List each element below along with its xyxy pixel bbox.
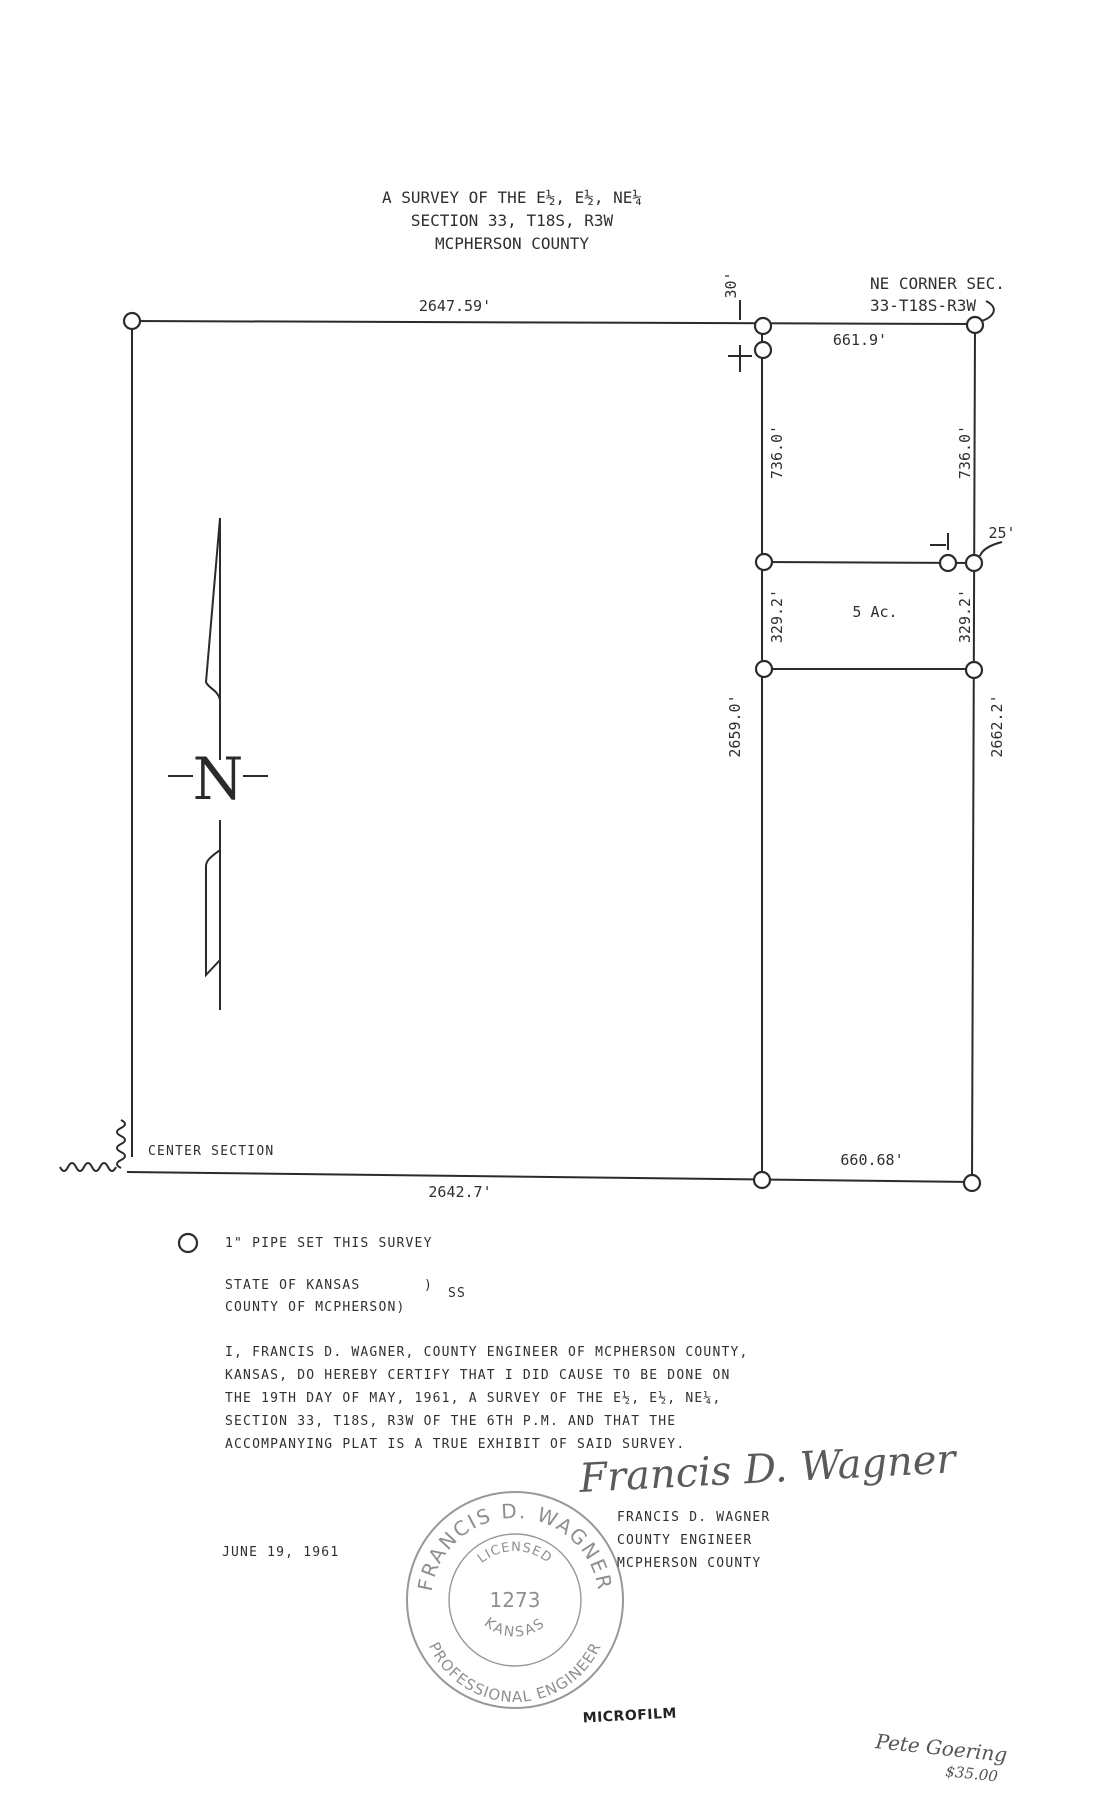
signer-county: MCPHERSON COUNTY	[617, 1556, 762, 1571]
pipe-marker-n-tract	[755, 318, 771, 334]
dim-east-mid: 329.2'	[956, 588, 974, 644]
venue-ss: SS	[448, 1286, 467, 1301]
date: JUNE 19, 1961	[222, 1545, 340, 1560]
pipe-marker-ne-corner	[967, 317, 983, 333]
seal-state-text	[481, 1615, 549, 1641]
pipe-marker-five-acre-nw	[756, 554, 772, 570]
cert-line-1: I, FRANCIS D. WAGNER, COUNTY ENGINEER OF MCPHERSON COUNTY,	[225, 1345, 749, 1360]
north-arrow-lower-barb	[206, 850, 220, 975]
dim-east-upper: 736.0'	[956, 424, 974, 480]
signature: Francis D. Wagner	[578, 1436, 957, 1502]
legend-pipe-symbol	[179, 1234, 197, 1252]
cert-line-5: ACCOMPANYING PLAT IS A TRUE EXHIBIT OF SAID SURVEY.	[225, 1437, 686, 1452]
dim-offset-25: 25'	[988, 524, 1016, 542]
engineer-seal	[407, 1492, 623, 1708]
area-label: 5 Ac.	[852, 603, 898, 621]
seal-number: 1273	[489, 1588, 541, 1612]
cert-line-2: KANSAS, DO HEREBY CERTIFY THAT I DID CAUSE TO BE DONE ON	[225, 1368, 731, 1383]
offset-25-leader	[980, 542, 1002, 556]
north-line	[132, 321, 975, 324]
pipe-marker-se-tract	[754, 1172, 770, 1188]
dim-west-tract-mid: 329.2'	[768, 588, 786, 644]
seal-bottom-text	[425, 1639, 605, 1706]
title-line-1: A SURVEY OF THE E½, E½, NE¼	[381, 188, 643, 207]
pipe-marker-nw	[124, 313, 140, 329]
dim-west-tract-full: 2659.0'	[726, 694, 744, 758]
north-arrow-letter: N	[192, 745, 244, 813]
center-squiggle-horizontal	[60, 1163, 116, 1171]
seal-licensed-text	[475, 1540, 555, 1567]
dim-south-line: 2642.7'	[428, 1183, 492, 1201]
handwritten-note-name: Pete Goering	[874, 1729, 1009, 1767]
pipe-marker-n-tract-offset	[755, 342, 771, 358]
north-arrow-upper-barb	[206, 518, 220, 700]
north-arrow	[168, 518, 268, 1010]
dim-east-full: 2662.2'	[988, 694, 1006, 758]
south-line	[127, 1172, 972, 1182]
seal-bottom-textpath: PROFESSIONAL ENGINEER	[425, 1639, 605, 1707]
dim-south-east-tract: 660.68'	[840, 1151, 904, 1169]
seal-licensed-textpath: LICENSED	[475, 1539, 555, 1567]
legend-text: 1" PIPE SET THIS SURVEY	[225, 1236, 433, 1251]
title-line-3: MCPHERSON COUNTY	[434, 234, 590, 253]
venue-county: COUNTY OF MCPHERSON)	[225, 1300, 406, 1315]
pipe-marker-five-acre-se	[966, 662, 982, 678]
pipe-marker-five-acre-ne	[966, 555, 982, 571]
seal-top-textpath: FRANCIS D. WAGNER	[412, 1498, 618, 1594]
ne-corner-label-2: 33-T18S-R3W	[870, 296, 976, 315]
venue-state: STATE OF KANSAS	[225, 1278, 361, 1293]
center-section-marker	[60, 1120, 125, 1171]
title-line-2: SECTION 33, T18S, R3W	[410, 211, 614, 230]
cert-line-4: SECTION 33, T18S, R3W OF THE 6TH P.M. AND THAT THE	[225, 1414, 677, 1429]
dim-west-tract-upper: 736.0'	[768, 424, 786, 480]
ne-corner-label-1: NE CORNER SEC.	[870, 274, 1005, 293]
center-squiggle-vertical	[117, 1120, 125, 1168]
microfilm-stamp: MICROFILM	[582, 1705, 678, 1727]
pipe-marker-five-acre-sw	[756, 661, 772, 677]
signer-name: FRANCIS D. WAGNER	[617, 1510, 771, 1525]
dim-north-east-tract: 661.9'	[832, 331, 888, 349]
signer-title: COUNTY ENGINEER	[617, 1533, 753, 1548]
center-section-label: CENTER SECTION	[148, 1144, 275, 1159]
cert-line-3: THE 19TH DAY OF MAY, 1961, A SURVEY OF THE E½, E½, NE¼,	[225, 1391, 722, 1406]
venue-paren: )	[424, 1278, 434, 1293]
pipe-marker-se-corner	[964, 1175, 980, 1191]
dim-north-line: 2647.59'	[418, 297, 492, 315]
seal-state-textpath: KANSAS	[481, 1614, 549, 1641]
handwritten-note-amount: $35.00	[944, 1762, 999, 1786]
pipe-marker-five-acre-ne-inner	[940, 555, 956, 571]
dim-road-offset: 30'	[722, 271, 740, 299]
